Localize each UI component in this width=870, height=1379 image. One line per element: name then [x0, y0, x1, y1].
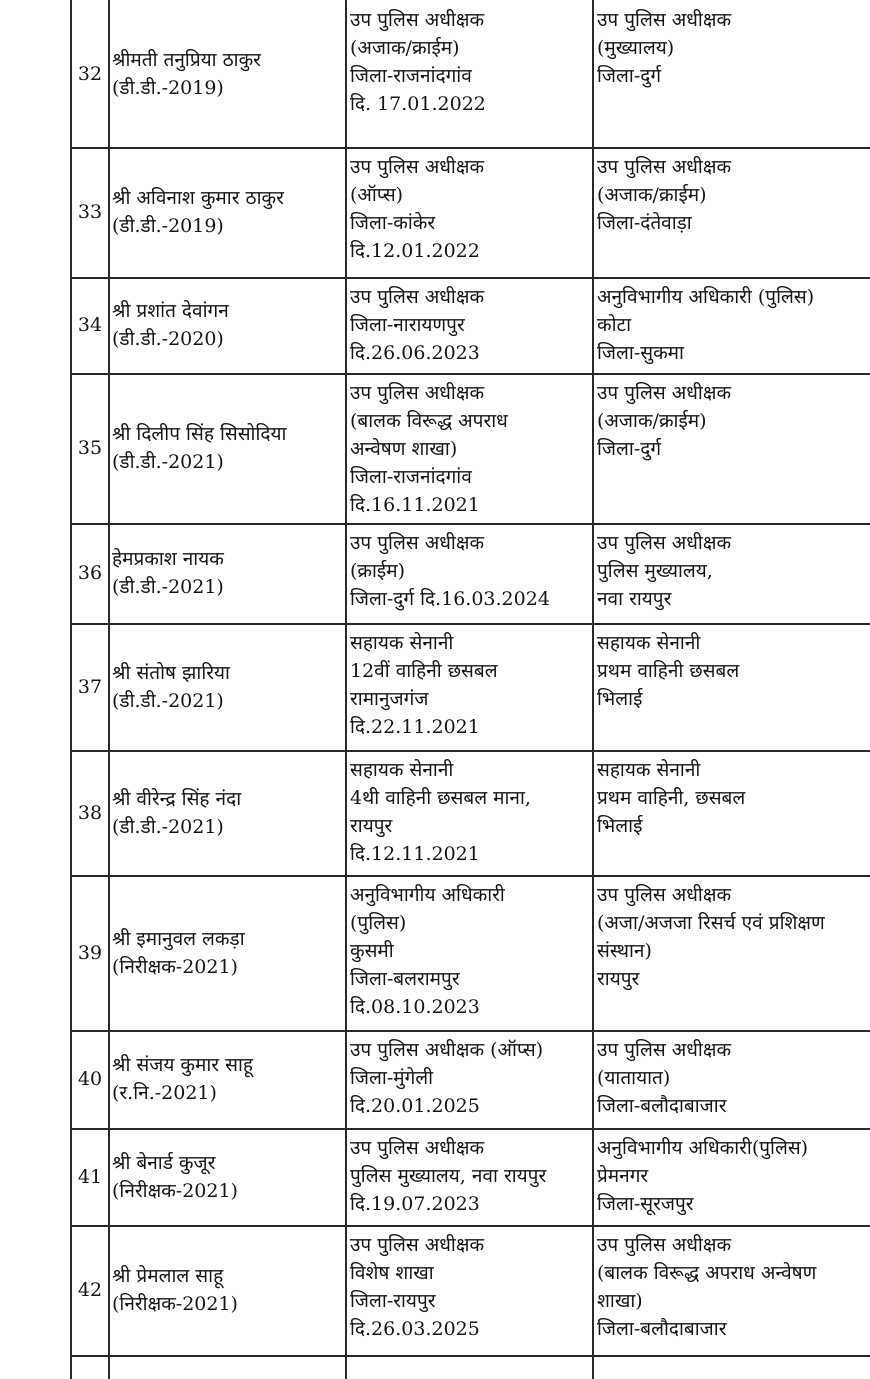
serial-number: 37	[77, 675, 103, 698]
officer-name-line: (निरीक्षक-2021)	[112, 1179, 238, 1202]
current-posting	[350, 6, 595, 118]
officer-name	[112, 46, 340, 102]
new-posting-line: जिला-सूरजपुर	[597, 1193, 694, 1215]
current-posting-line: उप पुलिस अधीक्षक	[350, 532, 485, 554]
current-posting	[350, 881, 595, 1021]
current-posting-line: जिला-बलरामपुर	[350, 968, 460, 990]
new-posting-line: भिलाई	[597, 815, 643, 837]
officer-name-line: (डी.डी.-2021)	[112, 451, 224, 473]
current-posting-line: दि.12.11.2021	[350, 843, 480, 865]
officer-name-line: श्री संतोष झारिया	[112, 661, 230, 684]
new-posting	[597, 1134, 867, 1218]
serial-number: 38	[77, 801, 103, 824]
new-posting-line: उप पुलिस अधीक्षक	[597, 156, 732, 178]
table-row	[0, 623, 870, 750]
new-posting-line: शाखा)	[597, 1290, 643, 1312]
current-posting	[350, 629, 595, 741]
new-posting-line: जिला-दंतेवाड़ा	[597, 212, 692, 234]
new-posting-line: जिला-दुर्ग	[597, 65, 662, 87]
current-posting-line: रामानुजगंज	[350, 688, 429, 710]
table-row	[0, 1225, 870, 1355]
table-row	[0, 523, 870, 623]
serial-number: 36	[77, 562, 103, 584]
new-posting-line: अनुविभागीय अधिकारी (पुलिस)	[597, 286, 815, 308]
table-row	[0, 373, 870, 523]
current-posting-line: दि.20.01.2025	[350, 1095, 480, 1117]
new-posting	[597, 6, 867, 90]
current-posting-line: दि.12.01.2022	[350, 240, 480, 262]
new-posting-line: कोटा	[597, 314, 632, 336]
new-posting-line: उप पुलिस अधीक्षक	[597, 884, 732, 906]
table-row	[0, 875, 870, 1030]
new-posting-line: नवा रायपुर	[597, 588, 672, 610]
officer-name-line: श्री बेनार्ड कुजूर	[112, 1151, 216, 1174]
current-posting-line: दि.19.07.2023	[350, 1193, 480, 1215]
officer-name-line: (डी.डी.-2021)	[112, 576, 224, 598]
new-posting-line: (अजाक/क्राईम)	[597, 184, 707, 206]
officer-name-line: श्री वीरेन्द्र सिंह नंदा	[112, 787, 242, 810]
current-posting-line: जिला-राजनांदगांव	[350, 65, 472, 87]
new-posting-line: (बालक विरूद्ध अपराध अन्वेषण	[597, 1262, 817, 1284]
officer-name	[112, 925, 340, 981]
current-posting-line: रायपुर	[350, 815, 393, 837]
current-posting-line: (अजाक/क्राईम)	[350, 37, 460, 59]
officer-name-line: (निरीक्षक-2021)	[112, 1293, 238, 1315]
table-row	[0, 1030, 870, 1128]
officer-name-line: श्रीमती तनुप्रिया ठाकुर	[112, 48, 261, 71]
current-posting-line: दि.26.06.2023	[350, 342, 480, 364]
new-posting	[597, 756, 867, 840]
current-posting-line: उप पुलिस अधीक्षक	[350, 9, 485, 31]
officer-name-line: (डी.डी.-2019)	[112, 76, 224, 99]
new-posting-line: जिला-सुकमा	[597, 342, 684, 364]
current-posting-line: अनुविभागीय अधिकारी	[350, 884, 505, 906]
officer-name	[112, 1262, 340, 1318]
officer-name-line: (र.नि.-2021)	[112, 1082, 217, 1104]
table-row	[0, 1128, 870, 1225]
new-posting-line: उप पुलिस अधीक्षक	[597, 9, 732, 31]
officer-name-line: (डी.डी.-2020)	[112, 328, 224, 350]
new-posting-line: (अजाक/क्राईम)	[597, 410, 707, 432]
new-posting	[597, 153, 867, 237]
table-row	[0, 0, 870, 147]
new-posting-line: (यातायात)	[597, 1067, 671, 1089]
serial-number: 34	[77, 314, 103, 336]
new-posting-line: उप पुलिस अधीक्षक	[597, 532, 732, 554]
officer-name-line: श्री अविनाश कुमार ठाकुर	[112, 187, 284, 209]
current-posting	[350, 379, 595, 519]
new-posting-line: जिला-बलौदाबाजार	[597, 1095, 727, 1117]
new-posting-line: उप पुलिस अधीक्षक	[597, 382, 732, 404]
serial-number: 42	[77, 1279, 103, 1301]
new-posting	[597, 881, 867, 993]
officer-name	[112, 184, 340, 240]
current-posting-line: 12वीं वाहिनी छसबल	[350, 660, 498, 682]
new-posting-line: संस्थान)	[597, 940, 652, 962]
table-row	[0, 147, 870, 277]
officer-name	[112, 545, 340, 601]
current-posting-line: (क्राईम)	[350, 560, 406, 582]
new-posting-line: जिला-दुर्ग	[597, 438, 662, 460]
officer-name-line: (डी.डी.-2019)	[112, 215, 224, 237]
new-posting-line: पुलिस मुख्यालय,	[597, 560, 713, 582]
current-posting-line: उप पुलिस अधीक्षक	[350, 1137, 485, 1159]
serial-number: 35	[77, 437, 103, 459]
current-posting-line: जिला-नारायणपुर	[350, 314, 465, 336]
current-posting-line: दि.22.11.2021	[350, 716, 480, 738]
new-posting-line: जिला-बलौदाबाजार	[597, 1318, 727, 1340]
new-posting	[597, 529, 867, 613]
officer-name-line: श्री प्रेमलाल साहू	[112, 1265, 224, 1287]
officer-name-line: (निरीक्षक-2021)	[112, 955, 238, 978]
officer-name	[112, 297, 340, 353]
new-posting-line: उप पुलिस अधीक्षक	[597, 1039, 732, 1061]
officer-name	[112, 1051, 340, 1107]
current-posting-line: जिला-कांकेर	[350, 212, 436, 234]
current-posting-line: दि.16.11.2021	[350, 494, 480, 516]
current-posting-line: कुसमी	[350, 940, 394, 962]
current-posting-line: विशेष शाखा	[350, 1262, 434, 1284]
current-posting-line: (पुलिस)	[350, 912, 407, 934]
table-row	[0, 277, 870, 373]
current-posting-line: (ऑप्स)	[350, 184, 404, 206]
current-posting	[350, 283, 595, 367]
current-posting	[350, 153, 595, 265]
current-posting-line: दि.08.10.2023	[350, 996, 480, 1018]
current-posting-line: जिला-मुंगेली	[350, 1067, 434, 1089]
new-posting-line: सहायक सेनानी	[597, 632, 701, 654]
current-posting	[350, 1036, 595, 1120]
row-divider	[70, 1355, 870, 1357]
new-posting	[597, 1036, 867, 1120]
current-posting-line: उप पुलिस अधीक्षक	[350, 1234, 485, 1256]
current-posting-line: उप पुलिस अधीक्षक	[350, 156, 485, 178]
officer-name	[112, 1149, 340, 1205]
current-posting	[350, 529, 595, 613]
current-posting-line: 4थी वाहिनी छसबल माना,	[350, 787, 531, 809]
new-posting-line: अनुविभागीय अधिकारी(पुलिस)	[597, 1137, 809, 1159]
new-posting-line: प्रेमनगर	[597, 1165, 649, 1187]
serial-number: 33	[77, 201, 103, 223]
new-posting-line: (मुख्यालय)	[597, 37, 675, 59]
new-posting-line: उप पुलिस अधीक्षक	[597, 1234, 732, 1256]
officer-name-line: हेमप्रकाश नायक	[112, 548, 224, 570]
new-posting	[597, 1231, 867, 1343]
current-posting	[350, 1231, 595, 1343]
new-posting-line: सहायक सेनानी	[597, 759, 701, 781]
officer-name	[112, 659, 340, 715]
officer-name-line: श्री इमानुवल लकड़ा	[112, 927, 245, 950]
officer-name-line: (डी.डी.-2021)	[112, 815, 224, 838]
officer-name-line: श्री प्रशांत देवांगन	[112, 300, 229, 322]
current-posting-line: (बालक विरूद्ध अपराध	[350, 410, 508, 432]
current-posting-line: उप पुलिस अधीक्षक (ऑप्स)	[350, 1039, 544, 1061]
current-posting-line: दि. 17.01.2022	[350, 93, 486, 115]
current-posting-line: पुलिस मुख्यालय, नवा रायपुर	[350, 1165, 547, 1187]
new-posting	[597, 283, 867, 367]
new-posting-line: प्रथम वाहिनी छसबल	[597, 660, 740, 682]
serial-number: 40	[77, 1068, 103, 1090]
current-posting-line: उप पुलिस अधीक्षक	[350, 286, 485, 308]
current-posting-line: जिला-दुर्ग दि.16.03.2024	[350, 588, 550, 610]
current-posting-line: दि.26.03.2025	[350, 1318, 480, 1340]
current-posting-line: जिला-राजनांदगांव	[350, 466, 472, 488]
current-posting-line: उप पुलिस अधीक्षक	[350, 382, 485, 404]
new-posting-line: रायपुर	[597, 968, 640, 990]
officer-name-line: श्री दिलीप सिंह सिसोदिया	[112, 423, 287, 445]
serial-number: 32	[77, 62, 103, 85]
officer-name	[112, 420, 340, 476]
new-posting-line: भिलाई	[597, 688, 643, 710]
serial-number: 41	[77, 1165, 103, 1188]
current-posting	[350, 1134, 595, 1218]
officer-name-line: (डी.डी.-2021)	[112, 689, 224, 712]
current-posting-line: अन्वेषण शाखा)	[350, 438, 458, 460]
current-posting-line: सहायक सेनानी	[350, 632, 454, 654]
serial-number: 39	[77, 941, 103, 964]
current-posting	[350, 756, 595, 868]
officer-name	[112, 785, 340, 841]
current-posting-line: जिला-रायपुर	[350, 1290, 436, 1312]
current-posting-line: सहायक सेनानी	[350, 759, 454, 781]
new-posting-line: प्रथम वाहिनी, छसबल	[597, 787, 746, 809]
table-row	[0, 750, 870, 875]
new-posting	[597, 629, 867, 713]
new-posting	[597, 379, 867, 463]
new-posting-line: (अजा/अजजा रिसर्च एवं प्रशिक्षण	[597, 912, 825, 934]
officer-name-line: श्री संजय कुमार साहू	[112, 1054, 253, 1076]
